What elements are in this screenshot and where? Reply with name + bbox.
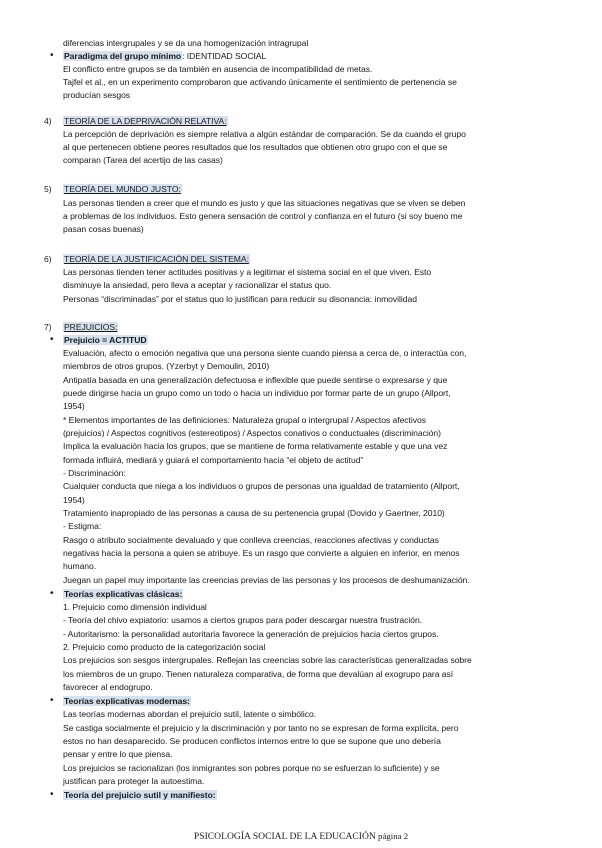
section-number: 6) <box>44 254 52 264</box>
text-line: 1954) <box>63 495 85 505</box>
bullet-heading: Prejuicio = ACTITUD <box>64 335 147 345</box>
text-line: Juegan un papel muy importante las creencias previas de las personas y los procesos de deshumanización. <box>63 575 470 585</box>
text-line: Antipatía basada en una generalización defectuosa e inflexible que puede sentirse o expresarse y que <box>63 375 448 385</box>
text-line: Las personas tienden a creer que el mundo es justo y que las situaciones negativas que se viven se deben <box>63 198 466 208</box>
text-line: - Estigma: <box>63 521 102 531</box>
text-line: Los prejuicios se racionalizan (los inmigrantes son pobres porque no se esfuerzan lo suficiente) y se <box>63 763 440 773</box>
bullet-heading: Teorías explicativas clásicas: <box>64 589 183 599</box>
text-line: Tajfel et al., en un experimento comprobaron que activando únicamente el sentimiento de pertenencia se <box>63 77 457 87</box>
bullet: • <box>50 789 54 800</box>
text-line: los miembros de un grupo. Tienen naturaleza comparativa, de forma que devalúan al exogrupo para así <box>63 669 454 679</box>
bullet-heading: Teoría del prejuicio sutil y manifiesto: <box>64 790 216 800</box>
text-line: pensar y entre lo que piensa. <box>63 749 173 759</box>
text-line: Implica la evaluación hacia los grupos, que se mantiene de forma relativamente estable y que una vez <box>63 441 448 451</box>
text-line: Cualquier conducta que niega a los individuos o grupos de personas una igualdad de tratamiento (Allport, <box>63 481 460 491</box>
bullet: • <box>50 334 54 345</box>
text-line: - Discriminación: <box>63 468 126 478</box>
section-heading: TEORÍA DE LA DEPRIVACIÓN RELATIVA: <box>64 116 227 126</box>
text-line: negativas hacia la persona a quien se atribuye. Es un rasgo que convierte a alguien en inferior, en menos <box>63 548 460 558</box>
text-line: Las personas tienden tener actitudes positivas y a legitimar el sistema social en el que viven. Esto <box>63 267 432 277</box>
text-line: producían sesgos <box>63 90 131 100</box>
bullet-heading: Paradigma del grupo mínimo <box>64 51 182 61</box>
text-line: favorecer al endogrupo. <box>63 682 153 692</box>
text-line: a problemas de los individuos. Esto genera sensación de control y confianza en el futuro (si soy bueno me <box>63 211 463 221</box>
text-line: disminuye la ansiedad, pero lleva a aceptar y racionalizar el status quo. <box>63 280 332 290</box>
text-line <box>63 51 266 62</box>
bullet: • <box>50 695 54 706</box>
bullet-heading: Teorías explicativas modernas: <box>64 696 190 706</box>
section-heading: TEORÍA DE LA JUSTIFICACIÓN DEL SISTEMA: <box>64 254 249 264</box>
text-line: estos no han desaparecido. Se producen conflictos internos entre lo que se supone que uno debería <box>63 736 441 746</box>
section-number: 5) <box>44 184 52 194</box>
text-line: diferencias intergrupales y se da una homogenización intragrupal <box>63 38 309 48</box>
text-line: humano. <box>63 561 97 571</box>
text-line: Evaluación, afecto o emoción negativa que una persona siente cuando piensa a cerca de, o interactúa con, <box>63 348 467 358</box>
text-line: (prejuicios) / Aspectos cognitivos (estereotipos) / Aspectos conativos o conductuales (discriminación) <box>63 428 441 438</box>
footer-title: PSICOLOGÍA SOCIAL DE LA EDUCACIÓN <box>193 831 376 842</box>
text-line: al que pertenecen obtiene peores resultados que los resultados que obtienen otro grupo con el que se <box>63 142 448 152</box>
text-line: Los prejuicios son sesgos intergrupales. Reflejan las creencias sobre las características generalizadas sobre <box>63 655 472 665</box>
text-line: Las teorías modernas abordan el prejuicio sutil, latente o simbólico. <box>63 709 317 719</box>
footer-page-number: página 2 <box>375 831 409 841</box>
bullet: • <box>50 50 54 61</box>
text-line: Rasgo o atributo socialmente devaluado y que conlleva creencias, reacciones afectivas y conductas <box>63 535 439 545</box>
section-number: 4) <box>44 116 52 126</box>
text-line: 1954) <box>63 401 85 411</box>
text-line: * Elementos importantes de las definiciones: Naturaleza grupal o intergrupal / Aspectos afectivos <box>63 415 426 425</box>
text-line: pasan cosas buenas) <box>63 224 144 234</box>
section-number: 7) <box>44 322 52 332</box>
section-heading: TEORÍA DEL MUNDO JUSTO: <box>64 184 181 194</box>
text-line: - Teoría del chivo expiatorio: usamos a ciertos grupos para poder descargar nuestra frustración. <box>63 615 423 625</box>
text-line: puede dirigirse hacia un grupo como un todo o hacia un individuo por formar parte de un grupo (Allport, <box>63 388 451 398</box>
section-heading: PREJUICIOS: <box>64 322 118 332</box>
page-footer <box>0 830 602 843</box>
text-line: comparan (Tarea del acertijo de las casas) <box>63 155 223 165</box>
text-line: miembros de otros grupos. (Yzerbyt y Demoulin, 2010) <box>63 361 270 371</box>
text-line: La percepción de deprivación es siempre relativa a algún estándar de comparación. Se da cuando el grupo <box>63 129 466 139</box>
text-line: 2. Prejuicio como producto de la categorización social <box>63 642 266 652</box>
text-line: El conflicto entre grupos se da también en ausencia de incompatibilidad de metas. <box>63 64 373 74</box>
text-line: - Autoritarismo: la personalidad autoritaria favorece la generación de prejuicios hacia ciertos grupos. <box>63 629 439 639</box>
text-line: 1. Prejuicio como dimensión individual <box>63 602 207 612</box>
text-line: Personas “discriminadas” por el status quo lo justifican para reducir su disonancia: inmovilidad <box>63 294 417 304</box>
text-line: Tratamiento inapropiado de las personas a causa de su pertenencia grupal (Dovido y Gaertner, 2010) <box>63 508 445 518</box>
bullet: • <box>50 588 54 599</box>
text-line: formada influirá, mediará y guiará el comportamiento hacia “el objeto de actitud” <box>63 455 364 465</box>
text-line: Se castiga socialmente el prejuicio y la discriminación y por tanto no se expresan de forma explícita, pero <box>63 723 459 733</box>
bullet-heading-suffix: : IDENTIDAD SOCIAL <box>182 51 267 61</box>
text-line: justifican para proteger la autoestima. <box>63 776 205 786</box>
